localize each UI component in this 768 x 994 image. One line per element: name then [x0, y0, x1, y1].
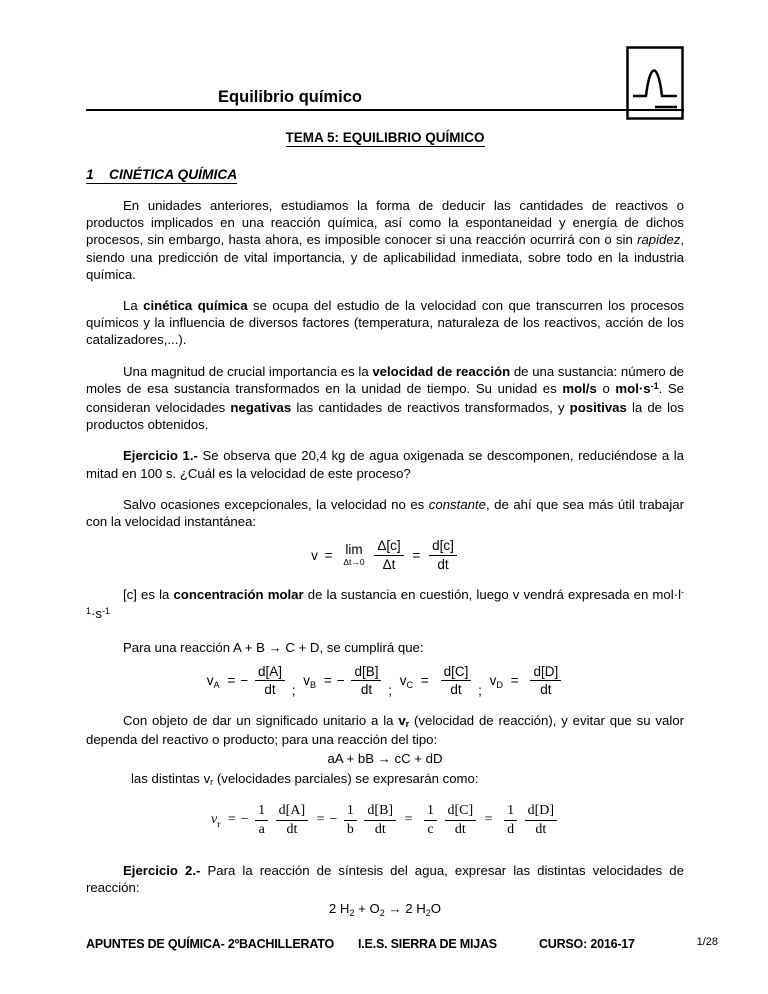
paragraph-unified-rate: Con objeto de dar un significado unitario a la vr (velocidad de reacción), y evitar que su valor dependa del reactivo o producto; para una reacción del tipo: — [86, 712, 684, 748]
fraction — [255, 664, 285, 698]
rate-term-c — [399, 663, 490, 698]
paragraph-intro: En unidades anteriores, estudiamos la forma de deducir las cantidades de reactivos o productos implicados en una reacción química, así como la espontaneidad y energía de dichos procesos, sin embargo, hasta ahora, es imposible conocer si una reacción ocurrirá con o sin rapidez, siendo una predicción de vital importancia, y de aplicabilidad inmediata, sobre todo en la industria química. — [86, 198, 684, 282]
rate-term-d — [489, 663, 564, 698]
fraction-numerator: 1 — [255, 803, 268, 821]
unified-term-a — [225, 802, 314, 837]
rate-variable: v — [399, 673, 407, 689]
page-number: 1/28 — [696, 935, 718, 948]
limit-operator — [343, 543, 364, 567]
rate-variable: v — [206, 673, 214, 689]
unified-term-c — [402, 802, 482, 837]
rate-subscript: A — [213, 680, 220, 691]
fraction-numerator: d[C] — [445, 803, 477, 821]
school-logo-icon — [626, 46, 684, 120]
coefficient-fraction — [424, 803, 437, 838]
fraction — [441, 664, 472, 698]
fraction-numerator: 1 — [424, 803, 437, 821]
formula-partial-rates — [86, 664, 684, 698]
footer-school-name: I.E.S. SIERRA DE MIJAS — [358, 936, 497, 951]
limit-subscript: Δt→0 — [343, 557, 365, 568]
equals-sign: = — [404, 812, 413, 828]
rate-subscript: C — [406, 680, 414, 691]
separator: ; — [388, 682, 393, 698]
fraction-denominator: d — [507, 821, 515, 837]
fraction-numerator: d[D] — [530, 664, 561, 682]
page-footer — [86, 936, 718, 954]
minus-sign: − — [336, 673, 345, 689]
rate-term-b — [303, 663, 400, 698]
paragraph-kinetics-definition: La cinética química se ocupa del estudio de la velocidad con que transcurren los procesos químicos y la influencia de diversos factores (temperatura, naturaleza de los reactivos, acción de los catalizadores,...). — [86, 298, 684, 348]
coefficient-fraction — [504, 803, 517, 838]
document-title — [86, 129, 684, 146]
rate-variable: v — [303, 673, 311, 689]
fraction-numerator: 1 — [344, 803, 357, 821]
fraction-denominator: dt — [437, 556, 449, 572]
footer-course-year: CURSO: 2016-17 — [538, 936, 635, 951]
rate-variable: v — [489, 673, 497, 689]
separator: ; — [478, 682, 482, 698]
page-header — [86, 88, 684, 111]
rate-subscript: D — [496, 680, 504, 691]
footer-course-notes: APUNTES DE QUÍMICA- 2ºBACHILLERATO — [86, 936, 335, 951]
rate-subscript: B — [310, 680, 317, 691]
equals-sign: = — [412, 547, 421, 563]
paragraph-exercise-2: Ejercicio 2.- Para la reacción de síntesis del agua, expresar las distintas velocidades de reacción: — [86, 862, 684, 896]
section-heading-text: 1 CINÉTICA QUÍMICA — [86, 167, 238, 182]
equals-sign: = — [324, 547, 333, 563]
derivative-fraction — [276, 803, 308, 838]
formula-variable-v: v — [311, 547, 318, 563]
paragraph-reaction-rate: Una magnitud de crucial importancia es la velocidad de reacción de una sustancia: número de moles de esa sustancia transformados en la unidad de tiempo. Su unidad es mol/s o $mol\cdot s^{-1}$. Se consideran velocidades negativas las cantidades de reactivos transformados, y positivas la de los productos obtenidos. — [86, 363, 684, 433]
fraction-numerator: d[A] — [255, 664, 285, 682]
rate-subscript: r — [217, 819, 221, 830]
equals-sign: = — [323, 673, 332, 689]
formula-unified-rate — [86, 803, 684, 838]
fraction-numerator: Δ[c] — [374, 538, 403, 556]
section-heading-kinetics — [86, 166, 684, 183]
equals-sign: = — [316, 812, 325, 828]
fraction-numerator: d[A] — [276, 803, 308, 821]
unified-term-b — [314, 802, 402, 837]
fraction-numerator: d[c] — [429, 538, 457, 556]
equals-sign: = — [510, 673, 519, 689]
paragraph-molar-concentration: [c] es la concentración molar de la sustancia en cuestión, luego v vendrá expresada en $mol\cdot l^{-1}\cdot s^{-1}$ — [86, 587, 685, 622]
equals-sign: = — [484, 812, 493, 828]
paragraph-exercise-1: Ejercicio 1.- Se observa que 20,4 kg de agua oxigenada se descomponen, reduciéndose a la mitad en 100 s. ¿Cuál es la velocidad de este proceso? — [86, 448, 684, 481]
header-title: Equilibrio químico — [218, 88, 362, 106]
paragraph-instantaneous-velocity: Salvo ocasiones excepcionales, la velocidad no es constante, de ahí que sea más útil trabajar con la velocidad instantánea: — [86, 496, 684, 530]
paragraph-partial-velocities: las distintas vr (velocidades parciales) se expresarán como: — [131, 770, 479, 788]
fraction-denominator: a — [258, 821, 265, 837]
fraction — [530, 664, 561, 698]
derivative-fraction — [525, 803, 557, 838]
reaction-generic-equation: aA + bB → cC + dD — [327, 751, 443, 767]
separator: ; — [291, 682, 296, 698]
fraction-denominator: dt — [450, 682, 462, 698]
fraction — [351, 664, 381, 698]
fraction-denominator: c — [427, 821, 434, 837]
formula-instantaneous-velocity — [86, 538, 684, 572]
equals-sign: = — [420, 673, 429, 689]
fraction-denominator: dt — [264, 682, 276, 698]
fraction-denominator: dt — [454, 821, 466, 837]
fraction-denominator: dt — [286, 821, 298, 837]
coefficient-fraction — [255, 803, 268, 838]
minus-sign: − — [240, 673, 249, 689]
equals-sign: = — [227, 673, 236, 689]
fraction-denominator: dt — [360, 682, 373, 698]
paragraph-reaction-abcd: Para una reacción A + B → C + D, se cumplirá que: — [123, 639, 424, 655]
fraction-dc-dt — [429, 538, 457, 572]
fraction-numerator: d[B] — [351, 664, 381, 682]
minus-sign: − — [240, 812, 249, 828]
fraction-numerator: d[D] — [525, 803, 557, 821]
document-title-text: TEMA 5: EQUILIBRIO QUÍMICO — [285, 130, 485, 145]
fraction-numerator: d[B] — [364, 803, 396, 821]
fraction-denominator: dt — [540, 682, 552, 698]
derivative-fraction — [364, 803, 396, 838]
minus-sign: − — [329, 812, 338, 828]
derivative-fraction — [445, 803, 477, 838]
rate-term-a — [206, 663, 304, 698]
fraction-numerator: 1 — [504, 803, 517, 821]
reaction-water-equation: 2 H2 + O2 → 2 H2O — [328, 901, 442, 918]
fraction-delta-c — [374, 538, 403, 572]
fraction-numerator: d[C] — [441, 664, 472, 682]
unified-term-d — [482, 802, 559, 837]
fraction-denominator: b — [346, 821, 354, 837]
fraction-denominator: dt — [374, 821, 386, 837]
coefficient-fraction — [344, 803, 357, 838]
fraction-denominator: dt — [535, 821, 547, 837]
fraction-denominator: Δt — [382, 556, 396, 572]
equals-sign: = — [227, 812, 236, 828]
rate-variable: v — [210, 812, 218, 828]
limit-word: lim — [345, 542, 363, 558]
